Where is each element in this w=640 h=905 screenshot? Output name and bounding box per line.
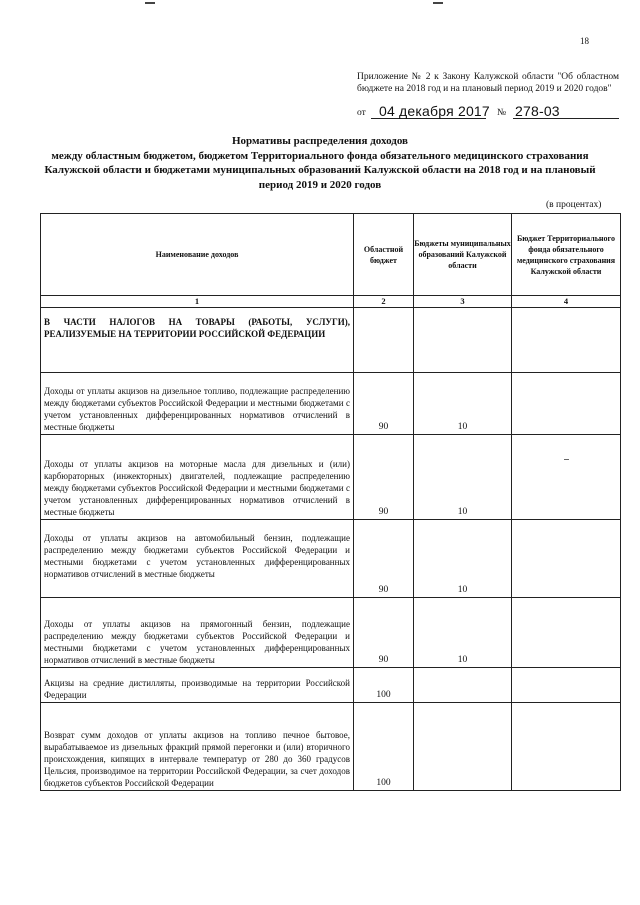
fund-share xyxy=(512,668,621,703)
regional-share: 100 xyxy=(354,703,414,791)
title-line-2: между областным бюджетом, бюджетом Территориального фонда обязательного медицинского страхования Калужской области и бюджетами муниципальных образований Калужской области на 2018 год и на плановый период 2019 и 2020 годов xyxy=(44,149,596,191)
regional-share: 90 xyxy=(354,598,414,668)
header-medical-fund-budget: Бюджет Территориального фонда обязательного медицинского страхования Калужской области xyxy=(512,214,621,296)
table-header-row xyxy=(41,214,621,296)
fund-share xyxy=(512,598,621,668)
header-revenue-name: Наименование доходов xyxy=(41,214,354,296)
regional-share: 90 xyxy=(354,373,414,435)
fund-share xyxy=(512,373,621,435)
municipal-share xyxy=(414,308,512,373)
units-note: (в процентах) xyxy=(546,200,602,210)
revenue-name: Акцизы на средние дистилляты, производимые на территории Российской Федерации xyxy=(41,668,354,703)
table-row xyxy=(41,520,621,598)
revenue-name: Возврат сумм доходов от уплаты акцизов на топливо печное бытовое, вырабатываемое из дизельных фракций прямой перегонки и (или) вторичного происхождения, кипящих в интервале температур от 280 до 360 градусов Цельсия, производимое на территории Российской Федерации, за счет доходов бюджетов субъектов Российской Федерации xyxy=(41,703,354,791)
column-number: 4 xyxy=(512,296,621,308)
column-number: 2 xyxy=(354,296,414,308)
municipal-share: 10 xyxy=(414,373,512,435)
scan-mark xyxy=(145,2,155,4)
municipal-share xyxy=(414,703,512,791)
fund-share xyxy=(512,520,621,598)
handwritten-date: 04 декабря 2017 xyxy=(379,103,490,119)
scan-mark xyxy=(433,2,443,4)
table-row xyxy=(41,435,621,520)
table-row xyxy=(41,703,621,791)
regional-share: 90 xyxy=(354,520,414,598)
regional-share: 90 xyxy=(354,435,414,520)
municipal-share: 10 xyxy=(414,598,512,668)
municipal-share: 10 xyxy=(414,520,512,598)
document-title xyxy=(40,134,600,192)
revenue-name: Доходы от уплаты акцизов на автомобильный бензин, подлежащие распределению между бюджетами субъектов Российской Федерации и местными бюджетами с учетом установленных дифференцированных нормативов отчислений в местные бюджеты xyxy=(41,520,354,598)
fund-share xyxy=(512,435,621,520)
scan-dash xyxy=(564,459,569,460)
table-row xyxy=(41,308,621,373)
municipal-share: 10 xyxy=(414,435,512,520)
table-row xyxy=(41,373,621,435)
municipal-share xyxy=(414,668,512,703)
page-number: 18 xyxy=(580,36,589,46)
handwritten-number: 278-03 xyxy=(515,103,560,119)
regional-share xyxy=(354,308,414,373)
from-label: от xyxy=(357,108,366,118)
revenue-name: Доходы от уплаты акцизов на дизельное топливо, подлежащие распределению между бюджетами субъектов Российской Федерации и местными бюджетами с учетом установленных дифференцированных нормативов отчислений в местные бюджеты xyxy=(41,373,354,435)
regional-share: 100 xyxy=(354,668,414,703)
revenue-section-heading: В ЧАСТИ НАЛОГОВ НА ТОВАРЫ (РАБОТЫ, УСЛУГИ), РЕАЛИЗУЕМЫЕ НА ТЕРРИТОРИИ РОССИЙСКОЙ ФЕДЕРАЦИИ xyxy=(41,308,354,373)
fund-share xyxy=(512,703,621,791)
column-number: 1 xyxy=(41,296,354,308)
fund-share xyxy=(512,308,621,373)
header-municipal-budgets: Бюджеты муниципальных образований Калужской области xyxy=(414,214,512,296)
column-number: 3 xyxy=(414,296,512,308)
header-regional-budget: Областной бюджет xyxy=(354,214,414,296)
revenue-distribution-table xyxy=(40,213,621,791)
column-number-row xyxy=(41,296,621,308)
revenue-name: Доходы от уплаты акцизов на моторные масла для дизельных и (или) карбюраторных (инжекторных) двигателей, подлежащие распределению между бюджетами субъектов Российской Федерации и местными бюджетами с учетом установленных дифференцированных нормативов отчислений в местные бюджеты xyxy=(41,435,354,520)
table-row xyxy=(41,598,621,668)
revenue-name: Доходы от уплаты акцизов на прямогонный бензин, подлежащие распределению между бюджетами субъектов Российской Федерации и местными бюджетами с учетом установленных дифференцированных нормативов отчислений в местные бюджеты xyxy=(41,598,354,668)
title-line-1: Нормативы распределения доходов xyxy=(231,135,409,147)
signature-line xyxy=(357,103,619,120)
appendix-reference: Приложение № 2 к Закону Калужской области "Об областном бюджете на 2018 год и на плановый период 2019 и 2020 годов" xyxy=(357,72,619,94)
table-row xyxy=(41,668,621,703)
number-label: № xyxy=(497,108,507,118)
